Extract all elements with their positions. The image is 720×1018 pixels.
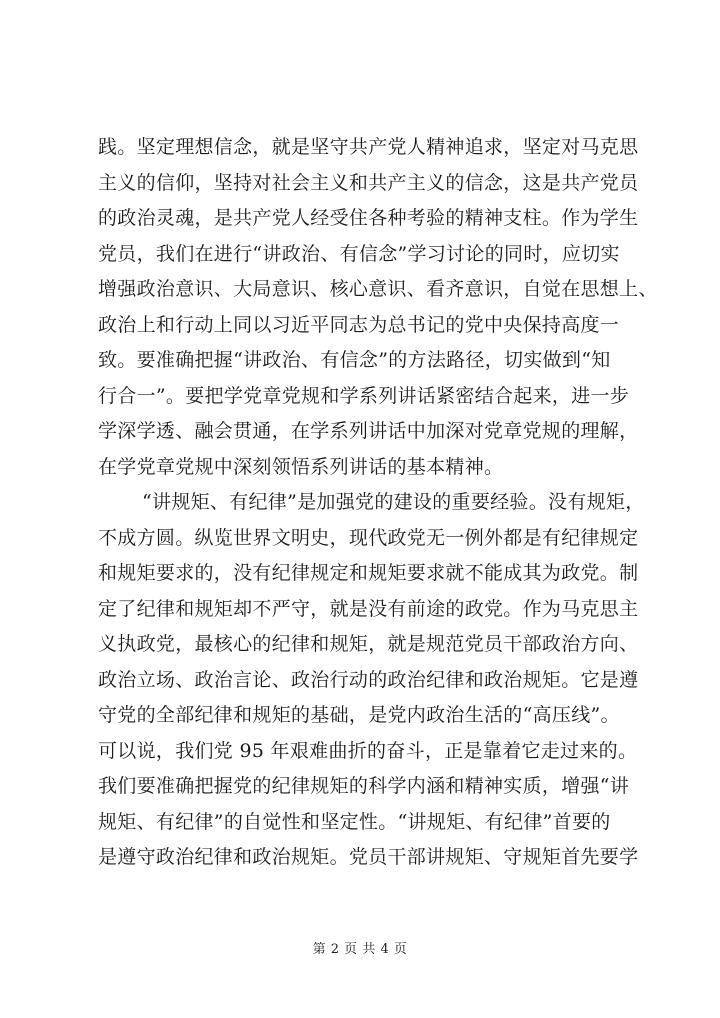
text-line: 学深学透、融会贯通，在学系列讲话中加深对党章党规的理解， <box>98 420 639 442</box>
text-line: 守党的全部纪律和规矩的基础，是党内政治生活的“高压线”。 <box>98 704 620 726</box>
text-line: 致。要准确把握“讲政治、有信念”的方法路径，切实做到“知 <box>98 349 611 371</box>
text-line: 践。坚定理想信念，就是坚守共产党人精神追求，坚定对马克思 <box>98 136 639 158</box>
text-line: 可以说，我们党 95 年艰难曲折的奋斗，正是靠着它走过来的。 <box>98 739 638 762</box>
text-line: 是遵守政治纪律和政治规矩。党员干部讲规矩、守规矩首先要学 <box>98 846 639 868</box>
body-text <box>98 130 658 876</box>
text-line: 政治立场、政治言论、政治行动的政治纪律和政治规矩。它是遵 <box>98 668 639 691</box>
text-line: 政治上和行动上同以习近平同志为总书记的党中央保持高度一 <box>98 313 620 336</box>
page-number-footer: 第 2 页 共 4 页 <box>312 942 408 957</box>
text-line: 主义的信仰，坚持对社会主义和共产主义的信念，这是共产党员 <box>98 171 639 194</box>
text-line: 行合一”。要把学党章党规和学系列讲话紧密结合起来，进一步 <box>98 384 630 407</box>
text-line: 规矩、有纪律”的自觉性和坚定性。“讲规矩、有纪律”首要的 <box>98 810 611 833</box>
text-line: 党员，我们在进行“讲政治、有信念”学习讨论的同时，应切实 <box>98 242 620 265</box>
text-line: 不成方圆。纵览世界文明史，现代政党无一例外都是有纪律规定 <box>98 526 639 549</box>
text-line: “讲规矩、有纪律”是加强党的建设的重要经验。没有规矩， <box>142 491 645 513</box>
text-line: 的政治灵魂，是共产党人经受住各种考验的精神支柱。作为学生 <box>98 207 639 229</box>
text-line: 增强政治意识、大局意识、核心意识、看齐意识，自觉在思想上、 <box>98 278 658 300</box>
text-line: 我们要准确把握党的纪律规矩的科学内涵和精神实质，增强“讲 <box>98 775 630 797</box>
text-line: 义执政党，最核心的纪律和规矩，就是规范党员干部政治方向、 <box>98 633 639 655</box>
text-line: 和规矩要求的，没有纪律规定和规矩要求就不能成其为政党。制 <box>98 562 639 584</box>
text-line: 定了纪律和规矩却不严守，就是没有前途的政党。作为马克思主 <box>98 597 639 620</box>
text-line: 在学党章党规中深刻领悟系列讲话的基本精神。 <box>98 455 504 478</box>
